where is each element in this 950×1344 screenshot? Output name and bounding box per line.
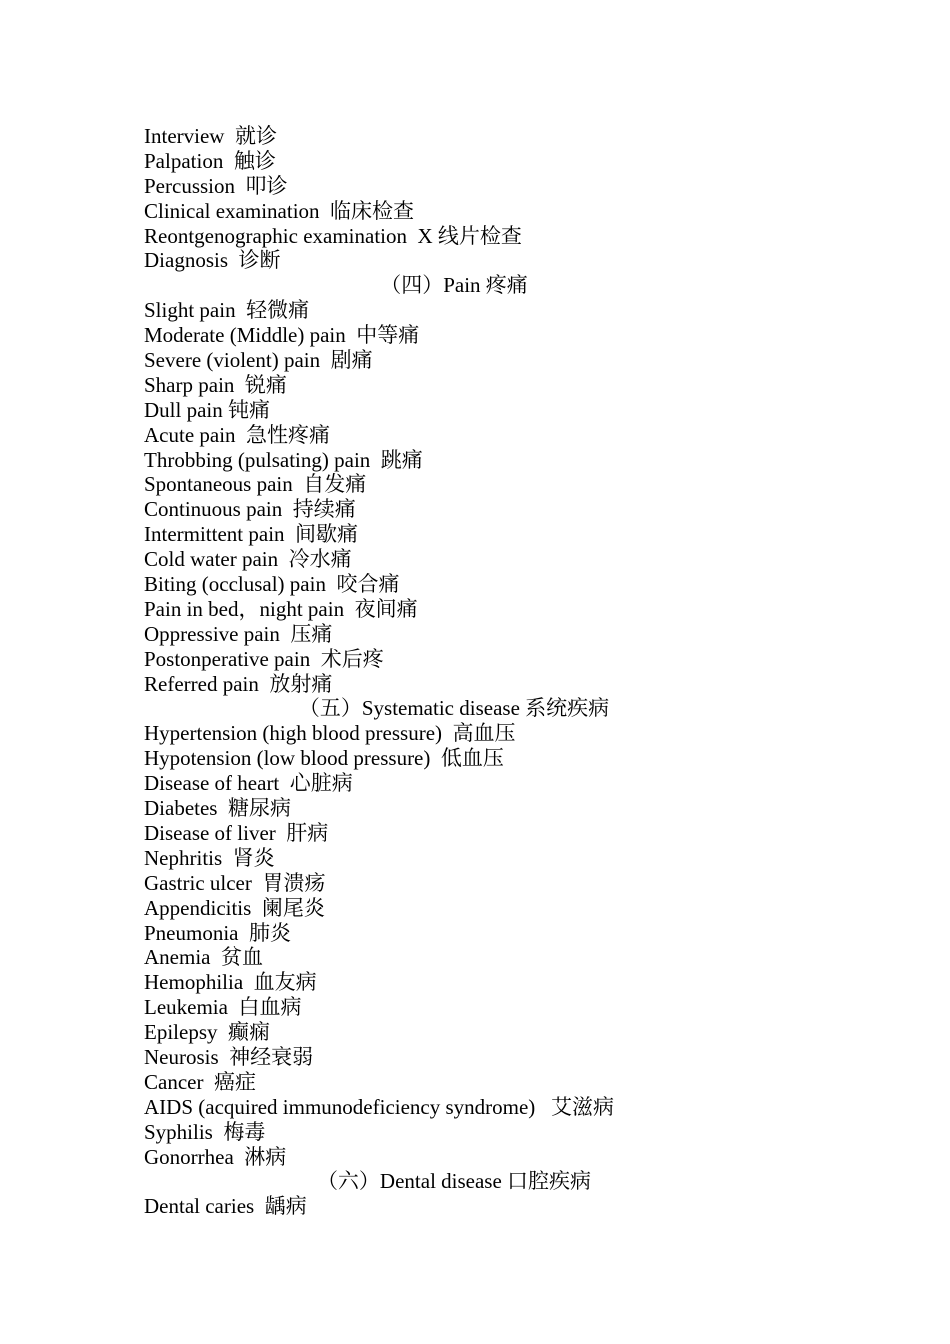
- term-line: Syphilis 梅毒: [144, 1119, 266, 1144]
- term-line: Reontgenographic examination X 线片检查: [144, 223, 522, 248]
- term-line: Hypertension (high blood pressure) 高血压: [144, 721, 516, 746]
- term-line: Diabetes 糖尿病: [144, 796, 291, 821]
- term-line: Cancer 癌症: [144, 1069, 256, 1094]
- term-line: Dull pain 钝痛: [144, 397, 270, 422]
- term-line: Appendicitis 阑尾炎: [144, 895, 325, 920]
- term-line: Continuous pain 持续痛: [144, 497, 356, 522]
- section-heading-systematic-disease: （五）Systematic disease 系统疾病: [298, 696, 610, 721]
- term-line: Referred pain 放射痛: [144, 671, 333, 696]
- term-line: Hypotension (low blood pressure) 低血压: [144, 746, 504, 771]
- term-line: Throbbing (pulsating) pain 跳痛: [144, 447, 423, 472]
- term-line: Anemia 贫血: [144, 945, 263, 970]
- term-line: Severe (violent) pain 剧痛: [144, 348, 373, 373]
- term-line: Slight pain 轻微痛: [144, 298, 310, 323]
- term-line: Gastric ulcer 胃溃疡: [144, 870, 326, 895]
- glossary-text: [144, 124, 784, 1219]
- term-line: Epilepsy 癫痫: [144, 1020, 270, 1045]
- term-line: Percussion 叩诊: [144, 173, 288, 198]
- term-line: Palpation 触诊: [144, 148, 276, 173]
- term-line: Nephritis 肾炎: [144, 845, 275, 870]
- term-line: Dental caries 龋病: [144, 1194, 307, 1219]
- term-line: Intermittent pain 间歇痛: [144, 522, 359, 547]
- term-line: Diagnosis 诊断: [144, 248, 281, 273]
- term-line: Gonorrhea 淋病: [144, 1144, 287, 1169]
- section-heading-pain: （四）Pain 疼痛: [380, 273, 528, 298]
- term-line: Interview 就诊: [144, 124, 277, 148]
- term-line: AIDS (acquired immunodeficiency syndrome) 艾滋病: [144, 1094, 615, 1119]
- term-line: Biting (occlusal) pain 咬合痛: [144, 572, 400, 597]
- term-line: Cold water pain 冷水痛: [144, 547, 352, 572]
- term-line: Acute pain 急性疼痛: [144, 422, 331, 447]
- term-line: Hemophilia 血友病: [144, 970, 317, 995]
- term-line: Postonperative pain 术后疼: [144, 646, 384, 671]
- section-heading-dental-disease: （六）Dental disease 口腔疾病: [316, 1169, 592, 1194]
- term-line: Disease of heart 心脏病: [144, 771, 353, 796]
- term-line: Disease of liver 肝病: [144, 820, 329, 845]
- term-line: Pain in bed，night pain 夜间痛: [144, 596, 418, 621]
- term-line: Pneumonia 肺炎: [144, 920, 291, 945]
- term-line: Leukemia 白血病: [144, 995, 302, 1020]
- term-line: Sharp pain 锐痛: [144, 372, 287, 397]
- term-line: Spontaneous pain 自发痛: [144, 472, 367, 497]
- term-line: Oppressive pain 压痛: [144, 621, 333, 646]
- term-line: Moderate (Middle) pain 中等痛: [144, 323, 420, 348]
- term-line: Neurosis 神经衰弱: [144, 1044, 314, 1069]
- term-line: Clinical examination 临床检查: [144, 198, 415, 223]
